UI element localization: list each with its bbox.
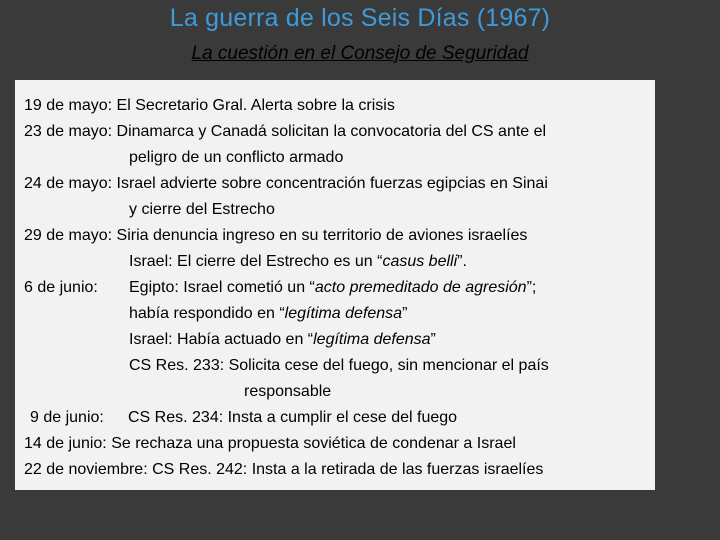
timeline-date: 23 de mayo:: [24, 123, 113, 140]
timeline-text: CS Res. 234: Insta a cumplir el cese del fuego: [128, 409, 458, 426]
timeline-text-post: ”: [402, 305, 408, 322]
timeline-line: [244, 382, 331, 402]
timeline-line: [129, 252, 467, 272]
timeline-text-post: ”.: [457, 253, 467, 270]
timeline-date: 6 de junio:: [24, 279, 98, 296]
timeline-text-post: ”;: [526, 279, 537, 296]
timeline-date: 29 de mayo:: [24, 227, 113, 244]
timeline-line: [129, 330, 436, 350]
timeline-text-pre: Egipto: Israel cometió un “: [129, 279, 315, 296]
timeline-line: [24, 122, 546, 142]
timeline-line: [129, 200, 275, 220]
timeline-text: responsable: [244, 383, 332, 400]
timeline-date: 22 de noviembre:: [24, 461, 148, 478]
timeline-date: 9 de junio:: [30, 409, 104, 426]
slide-title: La guerra de los Seis Días (1967): [169, 4, 551, 32]
timeline-line: [129, 304, 407, 324]
timeline-text: Israel advierte sobre concentración fuerzas egipcias en Sinai: [116, 175, 548, 192]
timeline-date: 19 de mayo:: [24, 97, 113, 114]
timeline-line: [24, 460, 543, 480]
timeline-text: Siria denuncia ingreso en su territorio de aviones israelíes: [116, 227, 528, 244]
timeline-date: 24 de mayo:: [24, 175, 113, 192]
timeline-date: 14 de junio:: [24, 435, 107, 452]
timeline-line: [129, 148, 343, 168]
timeline-text-pre: Israel: El cierre del Estrecho es un “: [129, 253, 383, 270]
timeline-line: [24, 434, 516, 454]
timeline-text: El Secretario Gral. Alerta sobre la crisis: [116, 97, 395, 114]
timeline-line: [24, 174, 548, 194]
timeline-text-pre: Israel: Había actuado en “: [129, 331, 314, 348]
timeline-text: CS Res. 242: Insta a la retirada de las fuerzas israelíes: [152, 461, 544, 478]
timeline-text-pre: había respondido en “: [129, 305, 285, 322]
timeline-line: [129, 356, 549, 376]
timeline-text-italic: acto premeditado de agresión: [314, 279, 527, 296]
timeline-text-italic: casus belli: [382, 253, 458, 270]
timeline-line: [30, 408, 457, 428]
timeline-text-italic: legítima defensa: [313, 331, 431, 348]
timeline-line: [24, 96, 395, 116]
timeline-line: [24, 278, 536, 298]
timeline-line: [24, 226, 527, 246]
timeline-text: y cierre del Estrecho: [129, 201, 275, 218]
timeline-text: Se rechaza una propuesta soviética de condenar a Israel: [111, 435, 516, 452]
timeline-text-italic: legítima defensa: [284, 305, 403, 322]
timeline-text: peligro de un conflicto armado: [129, 149, 344, 166]
timeline-text-post: ”: [430, 331, 436, 348]
slide-subtitle: La cuestión en el Consejo de Seguridad: [191, 43, 529, 64]
timeline-text: Dinamarca y Canadá solicitan la convocatoria del CS ante el: [116, 123, 547, 140]
timeline-text: CS Res. 233: Solicita cese del fuego, sin mencionar el país: [129, 357, 549, 374]
